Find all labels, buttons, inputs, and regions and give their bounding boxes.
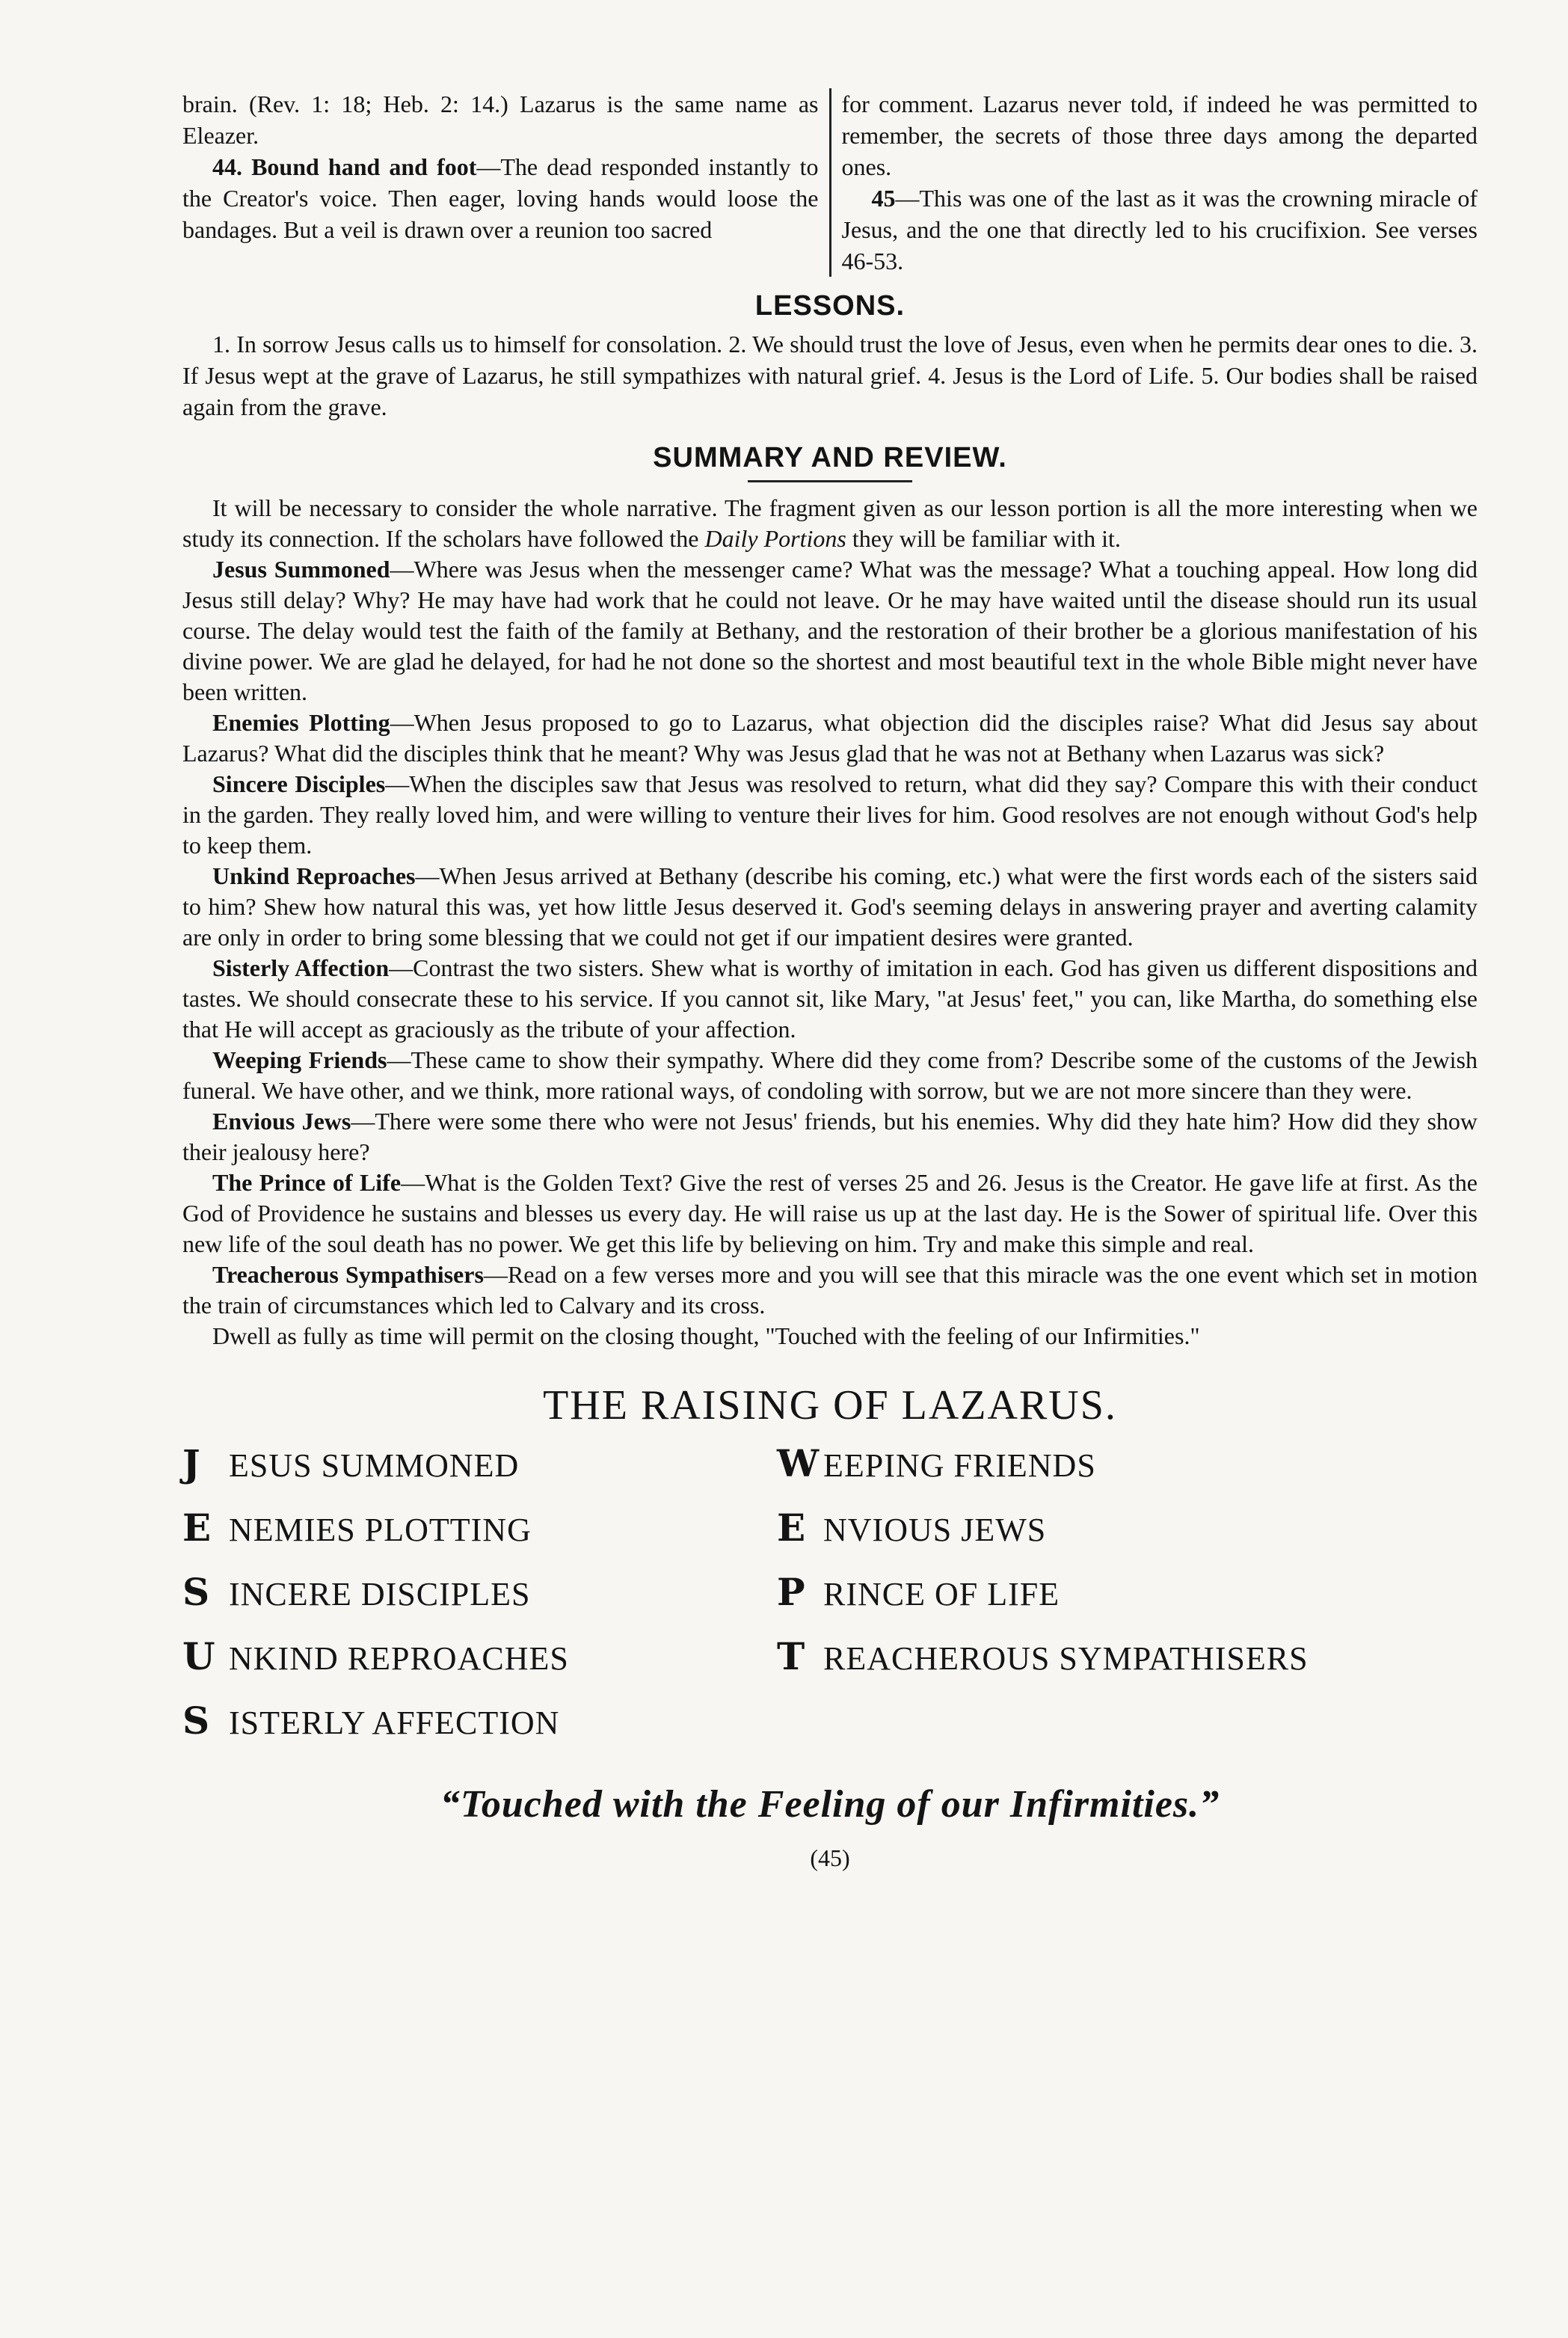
paragraph-lead: Envious Jews [212,1108,351,1135]
summary-paragraph [182,769,1478,861]
summary-paragraph [182,1259,1478,1321]
acrostic-grid [182,1441,1478,1763]
paragraph-lead: Unkind Reproaches [212,862,416,889]
summary-paragraph [182,1106,1478,1168]
paragraph-text: —These came to show their sympathy. Where did they come from? Describe some of the customs of the Jewish funeral. We have other, and we think, more rational ways, of condoling with sorrow, but we are not more sincere than they were. [182,1046,1478,1104]
acrostic-initial: E [777,1506,806,1550]
acrostic-words: NKIND REPROACHES [229,1640,569,1677]
note-45-heading: 45 [871,185,896,212]
acrostic-row [777,1634,1478,1699]
acrostic-left-column [182,1441,777,1763]
note-44-text: —The dead responded instantly to the Creator's voice. Then eager, loving hands would loose the bandages. But a veil is drawn over a reunion too sacred [182,153,819,243]
right-column [829,88,1478,277]
acrostic-row [182,1570,777,1634]
right-paragraph-2 [842,182,1478,277]
acrostic-row [182,1699,777,1763]
page-number: (45) [810,1844,850,1871]
two-column-notes [182,88,1478,277]
summary-paragraph [182,554,1478,708]
paragraph-text: —Contrast the two sisters. Shew what is worthy of imitation in each. God has given us different dispositions and tastes. We should consecrate these to his service. If you cannot sit, like Mary, "at Jesus' feet," you can, like Martha, do something else that He will accept as graciously as the tribute of your affection. [182,954,1478,1043]
acrostic-initial: P [777,1570,805,1614]
acrostic-row [777,1441,1478,1506]
summary-intro [182,493,1478,554]
acrostic-title: THE RAISING OF LAZARUS. [543,1382,1117,1429]
paragraph-lead: Weeping Friends [212,1046,387,1073]
right-paragraph-1: for comment. Lazarus never told, if indeed he was permitted to remember, the secrets of those three days among the departed ones. [841,90,1478,180]
lessons-text: 1. In sorrow Jesus calls us to himself for consolation. 2. We should trust the love of Jesus, even when he permits dear ones to die. 3. If Jesus wept at the grave of Lazarus, he still sympathizes with natural grief. 4. Jesus is the Lord of Life. 5. Our bodies shall be raised again from the grave. [182,331,1478,420]
acrostic-words: EEPING FRIENDS [823,1447,1096,1484]
summary-paragraph [182,708,1478,769]
acrostic-initial: E [182,1506,212,1550]
acrostic-row [182,1634,777,1699]
acrostic-row [777,1506,1478,1570]
paragraph-text: —When the disciples saw that Jesus was resolved to return, what did they say? Compare this with their conduct in the garden. They really loved him, and were willing to venture their lives for him. Good resolves are not enough without God's help to keep them. [182,770,1478,859]
acrostic-initial: S [182,1570,210,1614]
acrostic-words: ISTERLY AFFECTION [229,1705,560,1741]
left-paragraph-2 [182,151,819,245]
summary-paragraph [182,1045,1478,1106]
summary-paragraph [182,953,1478,1045]
summary-closing [182,1321,1478,1351]
summary-paragraph [182,861,1478,953]
summary-heading: SUMMARY AND REVIEW. [653,442,1007,473]
acrostic-words: NEMIES PLOTTING [229,1512,532,1548]
document-page [182,88,1478,1872]
paragraph-text: —When Jesus arrived at Bethany (describe his coming, etc.) what were the first words each of the sisters said to him? Shew how natural this was, yet how little Jesus deserved it. God's seeming delays in answering prayer and averting calamity are only in order to bring some blessing that we could not get if our impatient desires were granted. [182,862,1478,951]
paragraph-lead: Enemies Plotting [212,709,390,736]
acrostic-right-column [777,1441,1478,1763]
acrostic-initial: J [182,1441,200,1485]
note-44-heading: 44. Bound hand and foot [212,153,477,180]
left-column [182,88,829,277]
paragraph-lead: The Prince of Life [212,1169,402,1196]
summary-paragraph [182,1168,1478,1259]
paragraph-text: —When Jesus proposed to go to Lazarus, what objection did the disciples raise? What did Jesus say about Lazarus? What did the disciples think that he meant? Why was Jesus glad that he was not at Bethany when Lazarus was sick? [182,709,1478,767]
paragraph-lead: Jesus Summoned [212,556,390,583]
acrostic-row [777,1570,1478,1634]
acrostic-row [182,1506,777,1570]
note-45-text: —This was one of the last as it was the crowning miracle of Jesus, and the one that directly led to his crucifixion. See verses 46-53. [841,185,1478,274]
acrostic-initial: U [182,1634,215,1678]
acrostic-words: REACHEROUS SYMPATHISERS [823,1640,1309,1677]
paragraph-lead: Sincere Disciples [212,770,386,797]
paragraph-text: —There were some there who were not Jesus' friends, but his enemies. Why did they hate him? How did they show their jealousy here? [182,1108,1478,1165]
acrostic-words: INCERE DISCIPLES [229,1576,531,1613]
acrostic-initial: T [777,1634,805,1678]
paragraph-text: Dwell as fully as time will permit on the closing thought, "Touched with the feeling of our Infirmities." [212,1322,1200,1349]
paragraph-text: —Read on a few verses more and you will see that this miracle was the one event which set in motion the train of circumstances which led to Calvary and its cross. [182,1261,1478,1319]
lessons-heading: LESSONS. [754,290,906,322]
intro-before: It will be necessary to consider the whole narrative. The fragment given as our lesson portion is all the more interesting when we study its connection. If the scholars have followed the [182,494,1478,552]
acrostic-words: RINCE OF LIFE [823,1576,1060,1613]
paragraph-text: —Where was Jesus when the messenger came? What was the message? What a touching appeal. How long did Jesus still delay? Why? He may have had work that he could not leave. Or he may have waited until the disease should run its usual course. The delay would test the faith of the family at Bethany, and the restoration of their brother be a glorious manifestation of his divine power. We are glad he delayed, for had he not done so the shortest and most beautiful text in the whole Bible might never have been written. [182,556,1478,705]
acrostic-words: ESUS SUMMONED [229,1447,520,1484]
heading-rule [748,480,912,482]
intro-italic: Daily Portions [704,525,846,552]
left-paragraph-1: brain. (Rev. 1: 18; Heb. 2: 14.) Lazarus is the same name as Eleazer. [182,90,819,149]
intro-after: they will be familiar with it. [846,525,1121,552]
acrostic-words: NVIOUS JEWS [823,1512,1047,1548]
golden-text-motto: “Touched with the Feeling of our Infirmities.” [440,1783,1220,1826]
paragraph-lead: Sisterly Affection [212,954,390,981]
acrostic-initial: W [777,1441,820,1485]
paragraph-text: —What is the Golden Text? Give the rest of verses 25 and 26. Jesus is the Creator. He gave life at first. As the God of Providence he sustains and blesses us every day. He will raise us up at the last day. He is the Sower of spiritual life. Over this new life of the soul death has no power. We get this life by believing on him. Try and make this simple and real. [182,1169,1478,1257]
acrostic-row [182,1441,777,1506]
acrostic-initial: S [182,1699,210,1743]
paragraph-lead: Treacherous Sympathisers [212,1261,484,1288]
